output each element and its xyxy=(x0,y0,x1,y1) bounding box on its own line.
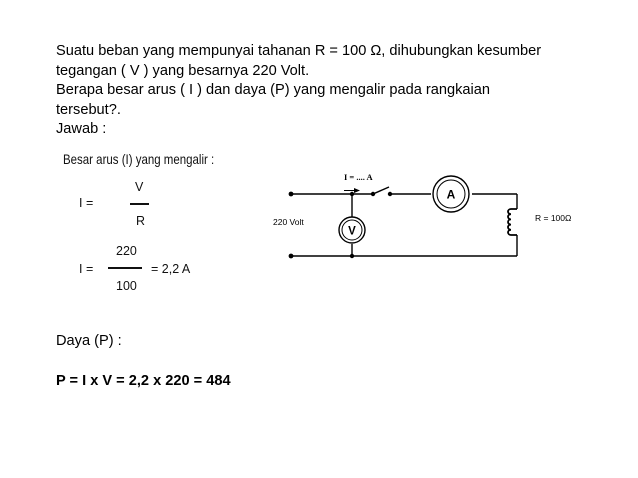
equation-2-fraction-bar xyxy=(108,267,142,269)
equation-1-denominator: R xyxy=(136,214,146,228)
equation-2-result: = 2,2 A xyxy=(151,262,191,276)
current-calculation-title: Besar arus (I) yang mengalir : xyxy=(63,151,215,167)
source-terminal-bottom xyxy=(289,254,294,259)
junction-node-bottom xyxy=(350,254,354,258)
current-label: I = .... A xyxy=(344,172,373,182)
power-formula: P = I x V = 2,2 x 220 = 484 xyxy=(56,373,231,389)
resistor-coil xyxy=(508,209,517,235)
equation-1-lhs: I = xyxy=(79,196,94,210)
question-line-4: tersebut?. xyxy=(56,101,121,118)
equation-2-lhs: I = xyxy=(79,262,94,276)
circuit-diagram xyxy=(260,162,590,272)
source-voltage-label: 220 Volt xyxy=(273,217,304,227)
question-line-1: Suatu beban yang mempunyai tahanan R = 100 Ω, dihubungkan kesumber xyxy=(56,43,542,59)
equation-1-numerator: V xyxy=(135,180,144,194)
question-line-2: tegangan ( V ) yang besarnya 220 Volt. xyxy=(56,62,310,79)
junction-node-top xyxy=(350,192,354,196)
switch-blade xyxy=(373,187,389,194)
switch-contact-left xyxy=(371,192,375,196)
equation-2-denominator: 100 xyxy=(116,279,137,293)
answer-heading: Jawab : xyxy=(56,121,107,137)
switch-contact-right xyxy=(388,192,392,196)
resistor-label: R = 100Ω xyxy=(535,213,572,223)
ammeter-symbol: A xyxy=(446,187,456,202)
source-terminal-top xyxy=(289,192,294,197)
equation-1-fraction-bar xyxy=(130,203,149,205)
power-label: Daya (P) : xyxy=(56,333,122,349)
equation-2-numerator: 220 xyxy=(116,244,137,258)
voltmeter-symbol: V xyxy=(348,225,356,238)
question-line-3: Berapa besar arus ( I ) dan daya (P) yang mengalir pada rangkaian xyxy=(56,82,491,98)
